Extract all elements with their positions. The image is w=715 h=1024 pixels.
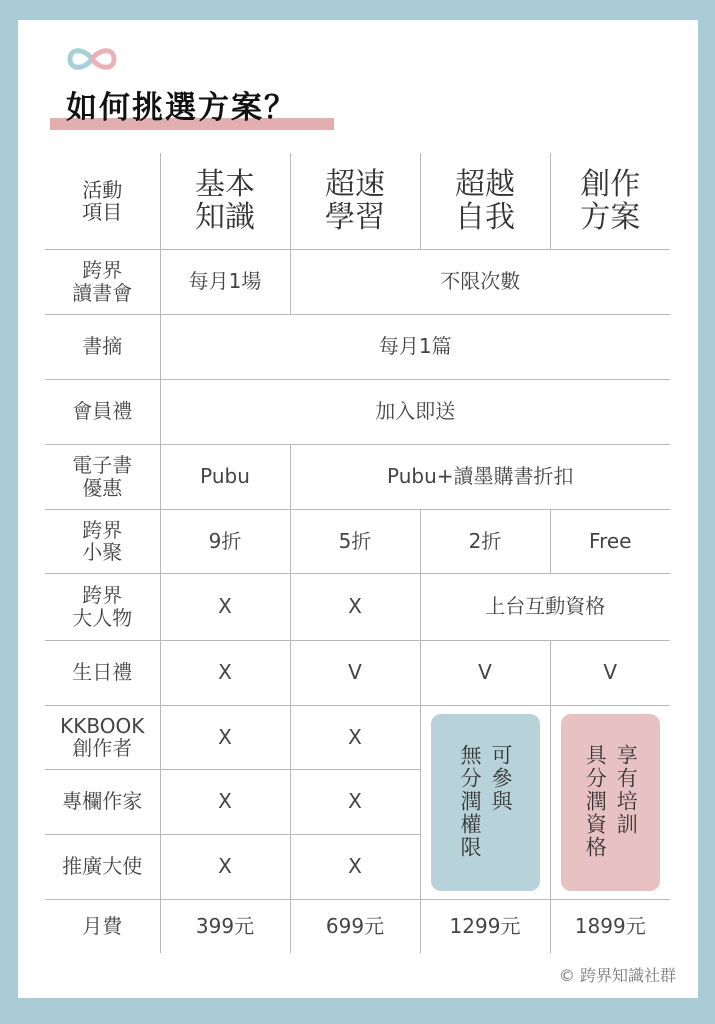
cell-beyond-benefits	[420, 705, 550, 899]
cell-ambassador-speed: X	[290, 834, 420, 899]
cell-birthday-speed: V	[290, 640, 420, 705]
table-header-row	[45, 153, 670, 249]
beyond-benefit-bubble	[431, 714, 540, 891]
row-label-digest: 書摘	[45, 314, 160, 379]
row-label-columnist: 專欄作家	[45, 769, 160, 834]
cell-digest-all: 每月1篇	[160, 314, 670, 379]
cell-birthday-beyond: V	[420, 640, 550, 705]
plan-header-beyond: 超越 自我	[420, 153, 550, 249]
cell-meetup-basic: 9折	[160, 509, 290, 573]
cell-birthday-creator: V	[550, 640, 670, 705]
table-row	[45, 379, 670, 444]
cell-book-club-basic: 每月1場	[160, 249, 290, 314]
table-row	[45, 509, 670, 573]
plan-comparison-table	[45, 153, 670, 953]
plan-header-creator: 創作 方案	[550, 153, 670, 249]
table-row	[45, 314, 670, 379]
row-label-kkbook: KKBOOK 創作者	[45, 705, 160, 769]
row-label-fee: 月費	[82, 914, 123, 939]
row-label-celebrity: 跨界 大人物	[45, 573, 160, 640]
cell-fee-beyond: 1299元	[420, 899, 550, 953]
row-label-meetup: 跨界 小聚	[45, 509, 160, 573]
table-row	[45, 705, 670, 769]
cell-fee-creator: 1899元	[550, 899, 670, 953]
row-label-ebook: 電子書 優惠	[45, 444, 160, 509]
cell-fee-speed: 699元	[290, 899, 420, 953]
beyond-benefit-line2: 無分潤權限	[458, 743, 482, 859]
beyond-benefit-line1: 可參與	[489, 743, 513, 813]
creator-benefit-line1: 享有培訓	[614, 743, 639, 836]
row-label-birthday: 生日禮	[45, 640, 160, 705]
cell-celebrity-basic: X	[160, 573, 290, 640]
row-label-book-club: 跨界 讀書會	[45, 249, 160, 314]
page-title: 如何挑選方案？	[66, 90, 297, 126]
cell-creator-benefits	[550, 705, 670, 899]
plan-header-basic: 基本 知識	[160, 153, 290, 249]
plan-card	[18, 20, 698, 998]
footer-credit: © 跨界知識社群	[558, 966, 676, 985]
cell-columnist-speed: X	[290, 769, 420, 834]
table-row-fee	[45, 899, 670, 953]
cell-kkbook-basic: X	[160, 705, 290, 769]
cell-meetup-speed: 5折	[290, 509, 420, 573]
creator-benefit-line2: 具分潤資格	[583, 743, 608, 859]
cell-meetup-beyond: 2折	[420, 509, 550, 573]
row-label-ambassador: 推廣大使	[45, 834, 160, 899]
table-row	[45, 640, 670, 705]
cell-book-club-others: 不限次數	[290, 249, 670, 314]
row-label-member-gift: 會員禮	[45, 379, 160, 444]
title-block	[50, 82, 297, 127]
cell-columnist-basic: X	[160, 769, 290, 834]
creator-benefit-bubble	[561, 714, 661, 891]
table-row	[45, 444, 670, 509]
cell-meetup-creator: Free	[550, 509, 670, 573]
cell-birthday-basic: X	[160, 640, 290, 705]
cell-kkbook-speed: X	[290, 705, 420, 769]
cell-fee-basic: 399元	[160, 899, 290, 953]
cell-ebook-others: Pubu+讀墨購書折扣	[290, 444, 670, 509]
cell-celebrity-others: 上台互動資格	[420, 573, 670, 640]
cell-member-gift-all: 加入即送	[160, 379, 670, 444]
table-row	[45, 573, 670, 640]
infinity-icon	[62, 44, 122, 74]
plan-header-speed: 超速 學習	[290, 153, 420, 249]
cell-ebook-basic: Pubu	[160, 444, 290, 509]
corner-header: 活動 項目	[45, 153, 160, 249]
cell-ambassador-basic: X	[160, 834, 290, 899]
cell-celebrity-speed: X	[290, 573, 420, 640]
table-row	[45, 249, 670, 314]
